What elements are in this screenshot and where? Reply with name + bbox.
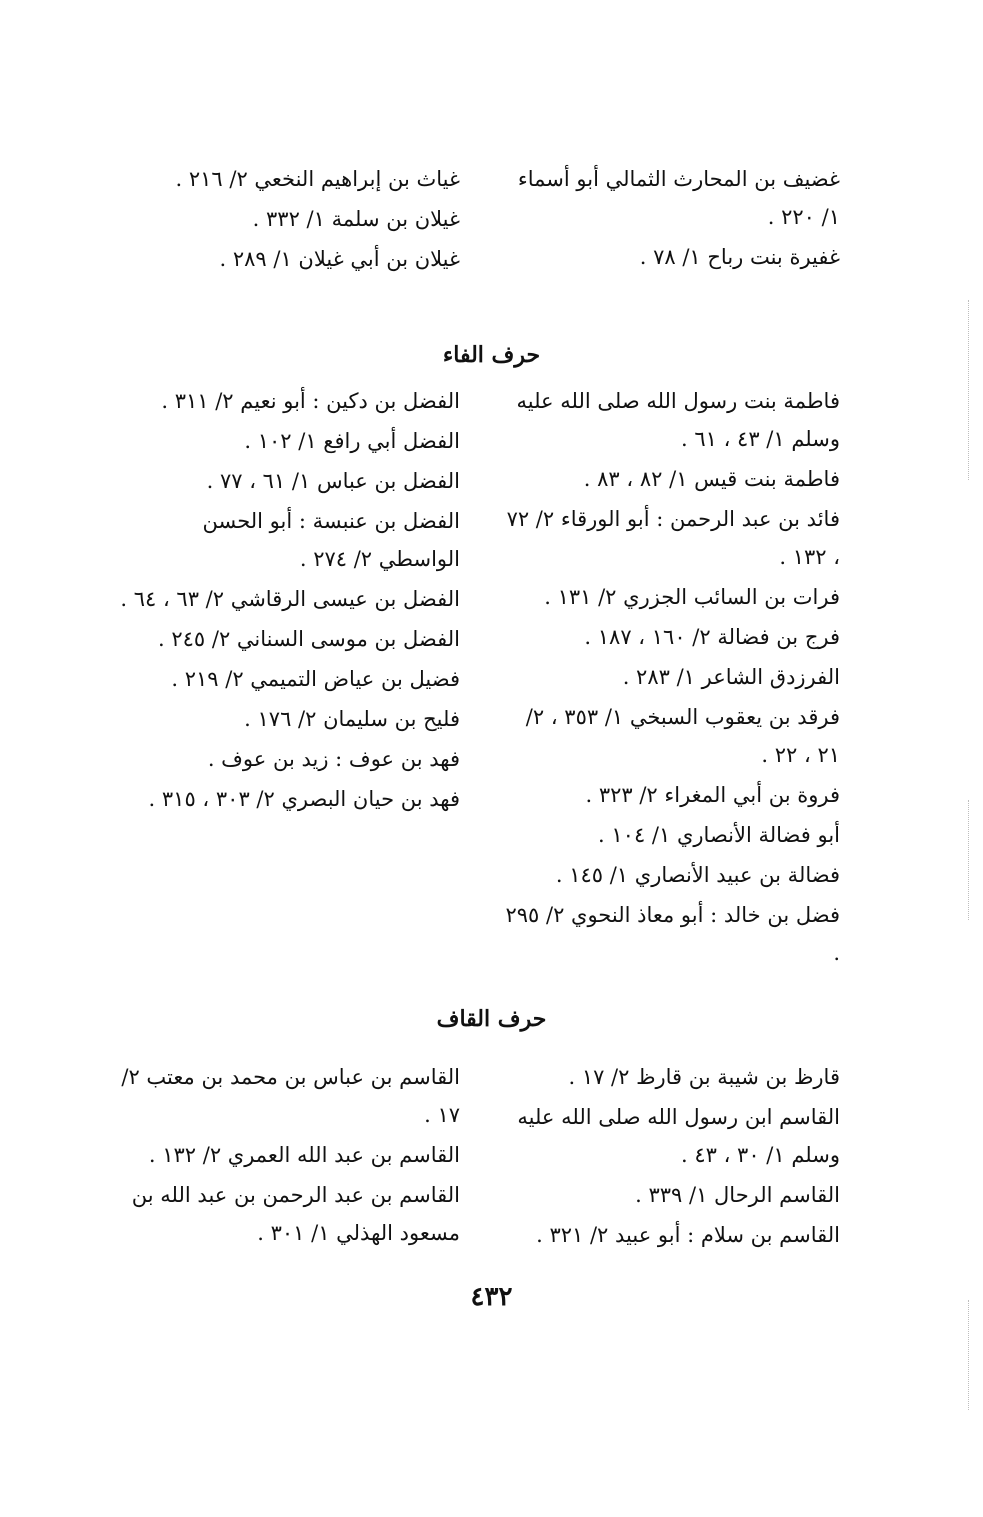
index-entry: فهد بن عوف : زيد بن عوف . bbox=[207, 747, 460, 771]
index-entry: القاسم بن عبد الله العمري ٢/ ١٣٢ . bbox=[148, 1143, 460, 1167]
index-entry: فائد بن عبد الرحمن : أبو الورقاء ٢/ ٧٢ ، ١٣٢ . bbox=[506, 507, 840, 569]
index-entry: القاسم بن عباس بن محمد بن معتب ٢/ ١٧ . bbox=[121, 1065, 460, 1127]
index-entry: الفضل بن عباس ١/ ٦١ ، ٧٧ . bbox=[206, 469, 460, 493]
index-entry: غياث بن إبراهيم النخعي ٢/ ٢١٦ . bbox=[175, 167, 460, 191]
right-column bbox=[500, 160, 840, 280]
index-entry: فروة بن أبي المغراء ٢/ ٣٢٣ . bbox=[585, 783, 840, 807]
index-entry: فضالة بن عبيد الأنصاري ١/ ١٤٥ . bbox=[555, 863, 840, 887]
scan-artifact-line bbox=[968, 1300, 969, 1410]
index-entry: الفضل بن عنبسة : أبو الحسن الواسطي ٢/ ٢٧٤ . bbox=[202, 509, 460, 571]
index-entry: فضيل بن عياض التميمي ٢/ ٢١٩ . bbox=[171, 667, 460, 691]
index-entry: غفيرة بنت رباح ١/ ٧٨ . bbox=[639, 245, 840, 269]
page-number: ٤٣٢ bbox=[470, 1282, 513, 1312]
index-entry: فاطمة بنت قيس ١/ ٨٢ ، ٨٣ . bbox=[583, 467, 840, 491]
section-qaf bbox=[120, 1058, 840, 1256]
index-entry: فاطمة بنت رسول الله صلى الله عليه وسلم ١/ ٤٣ ، ٦١ . bbox=[516, 389, 840, 451]
index-entry: غضيف بن المحارث الثمالي أبو أسماء ١/ ٢٢٠ . bbox=[517, 167, 840, 229]
index-entry: القاسم ابن رسول الله صلى الله عليه وسلم ١/ ٣٠ ، ٤٣ . bbox=[517, 1105, 840, 1167]
index-entry: فضل بن خالد : أبو معاذ النحوي ٢/ ٢٩٥ . bbox=[505, 903, 840, 965]
index-entry: أبو فضالة الأنصاري ١/ ١٠٤ . bbox=[598, 823, 840, 847]
section-heading-fa: حرف الفاء bbox=[442, 342, 541, 368]
left-column bbox=[120, 382, 460, 974]
index-entry: القاسم الرحال ١/ ٣٣٩ . bbox=[635, 1183, 840, 1207]
index-entry: غيلان بن سلمة ١/ ٣٣٢ . bbox=[252, 207, 460, 231]
section-heading-qaf: حرف القاف bbox=[436, 1006, 547, 1032]
index-entry: فرات بن السائب الجزري ٢/ ١٣١ . bbox=[544, 585, 840, 609]
index-entry: غيلان بن أبي غيلان ١/ ٢٨٩ . bbox=[219, 247, 460, 271]
index-entry: فليح بن سليمان ٢/ ١٧٦ . bbox=[244, 707, 460, 731]
index-entry: الفضل بن عيسى الرقاشي ٢/ ٦٣ ، ٦٤ . bbox=[120, 587, 460, 611]
index-entry: القاسم بن عبد الرحمن بن عبد الله بن مسعود الهذلي ١/ ٣٠١ . bbox=[131, 1183, 460, 1245]
scan-artifact-line bbox=[968, 800, 969, 920]
right-column bbox=[500, 382, 840, 974]
section-fa bbox=[120, 382, 840, 974]
index-entry: الفضل بن موسى السناني ٢/ ٢٤٥ . bbox=[158, 627, 460, 651]
index-entry: فرج بن فضالة ٢/ ١٦٠ ، ١٨٧ . bbox=[584, 625, 840, 649]
index-entry: فهد بن حيان البصري ٢/ ٣٠٣ ، ٣١٥ . bbox=[148, 787, 460, 811]
index-entry: الفضل أبي رافع ١/ ١٠٢ . bbox=[244, 429, 460, 453]
left-column bbox=[120, 160, 460, 280]
index-entry: قارظ بن شيبة بن قارظ ٢/ ١٧ . bbox=[568, 1065, 840, 1089]
section-ghayn-end bbox=[120, 160, 840, 280]
left-column bbox=[120, 1058, 460, 1256]
index-entry: القاسم بن سلام : أبو عبيد ٢/ ٣٢١ . bbox=[536, 1223, 840, 1247]
index-entry: الفضل بن دكين : أبو نعيم ٢/ ٣١١ . bbox=[161, 389, 460, 413]
index-entry: فرقد بن يعقوب السبخي ١/ ٣٥٣ ، ٢/ ٢١ ، ٢٢ . bbox=[525, 705, 840, 767]
index-entry: الفرزدق الشاعر ١/ ٢٨٣ . bbox=[622, 665, 840, 689]
right-column bbox=[500, 1058, 840, 1256]
scan-artifact-line bbox=[968, 300, 969, 480]
